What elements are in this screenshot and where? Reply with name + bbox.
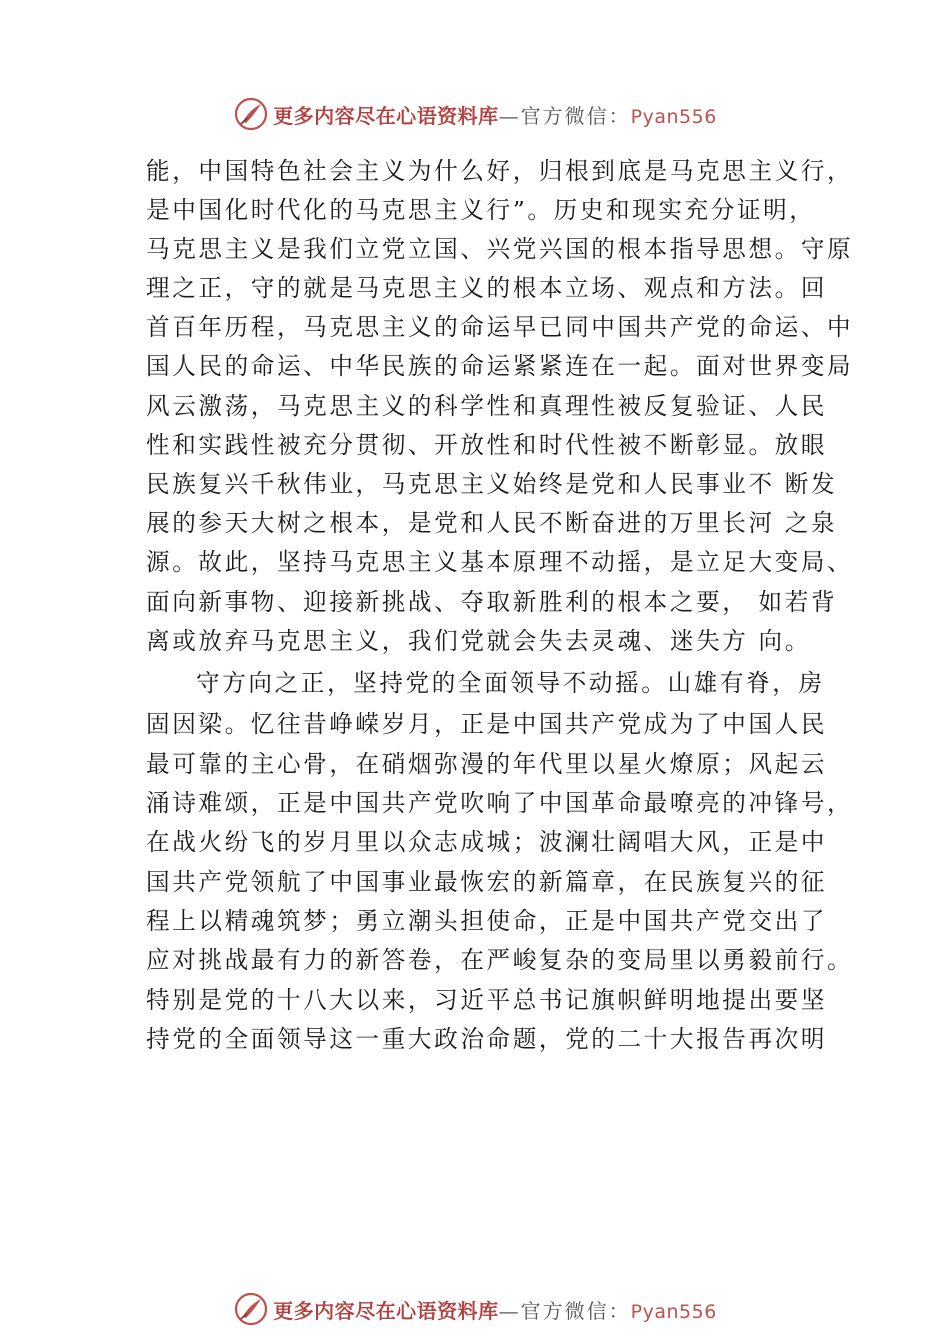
text-line: 能，中国特色社会主义为什么好，归根到底是马克思主义行， bbox=[146, 157, 854, 185]
banner-gray-text: —官方微信： bbox=[498, 1298, 631, 1323]
text-line: 最可靠的主心骨，在硝烟弥漫的年代里以星火燎原；风起云 bbox=[146, 750, 828, 778]
footer-banner bbox=[0, 1289, 950, 1329]
banner-red-text: 更多内容尽在心语资料库 bbox=[273, 103, 499, 128]
text-line: 风云激荡，马克思主义的科学性和真理性被反复验证、人民 bbox=[146, 392, 828, 420]
banner-text bbox=[273, 1295, 717, 1324]
text-line: 涌诗难颂，正是中国共产党吹响了中国革命最嘹亮的冲锋号， bbox=[146, 789, 854, 817]
banner-gray-text: —官方微信： bbox=[498, 103, 631, 128]
text-line: 面向新事物、迎接新挑战、夺取新胜利的根本之要， 如若背 bbox=[146, 588, 838, 616]
banner-wechat-id: Pyan556 bbox=[630, 1300, 717, 1323]
banner-text bbox=[273, 100, 717, 129]
text-line: 性和实践性被充分贯彻、开放性和时代性被不断彰显。放眼 bbox=[146, 431, 828, 459]
text-line: 特别是党的十八大以来，习近平总书记旗帜鲜明地提出要坚 bbox=[146, 986, 828, 1014]
text-line: 民族复兴千秋伟业，马克思主义始终是党和人民事业不 断发 bbox=[146, 470, 838, 498]
quill-logo-icon bbox=[233, 1291, 269, 1327]
text-line: 程上以精魂筑梦；勇立潮头担使命，正是中国共产党交出了 bbox=[146, 907, 828, 935]
paragraph-start-line: 守方向之正，坚持党的全面领导不动摇。山雄有脊，房 bbox=[196, 669, 825, 697]
text-line: 首百年历程，马克思主义的命运早已同中国共产党的命运、中 bbox=[146, 313, 854, 341]
text-line: 国人民的命运、中华民族的命运紧紧连在一起。面对世界变局 bbox=[146, 352, 854, 380]
text-line: 固因梁。忆往昔峥嵘岁月，正是中国共产党成为了中国人民 bbox=[146, 710, 828, 738]
text-line: 是中国化时代化的马克思主义行”。历史和现实充分证明， bbox=[146, 196, 816, 224]
text-line: 展的参天大树之根本，是党和人民不断奋进的万里长河 之泉 bbox=[146, 509, 838, 537]
text-line: 理之正，守的就是马克思主义的根本立场、观点和方法。回 bbox=[146, 274, 828, 302]
text-line: 马克思主义是我们立党立国、兴党兴国的根本指导思想。守原 bbox=[146, 235, 854, 263]
text-line: 源。故此，坚持马克思主义基本原理不动摇，是立足大变局、 bbox=[146, 548, 854, 576]
text-line: 持党的全面领导这一重大政治命题，党的二十大报告再次明 bbox=[146, 1025, 828, 1053]
text-line: 国共产党领航了中国事业最恢宏的新篇章，在民族复兴的征 bbox=[146, 868, 828, 896]
text-line: 应对挑战最有力的新答卷，在严峻复杂的变局里以勇毅前行。 bbox=[146, 946, 854, 974]
text-line: 在战火纷飞的岁月里以众志成城；波澜壮阔唱大风，正是中 bbox=[146, 828, 828, 856]
banner-red-text: 更多内容尽在心语资料库 bbox=[273, 1298, 499, 1323]
banner-wechat-id: Pyan556 bbox=[630, 105, 717, 128]
text-line: 离或放弃马克思主义，我们党就会失去灵魂、迷失方 向。 bbox=[146, 627, 811, 655]
header-banner bbox=[0, 94, 950, 134]
quill-logo-icon bbox=[233, 96, 269, 132]
